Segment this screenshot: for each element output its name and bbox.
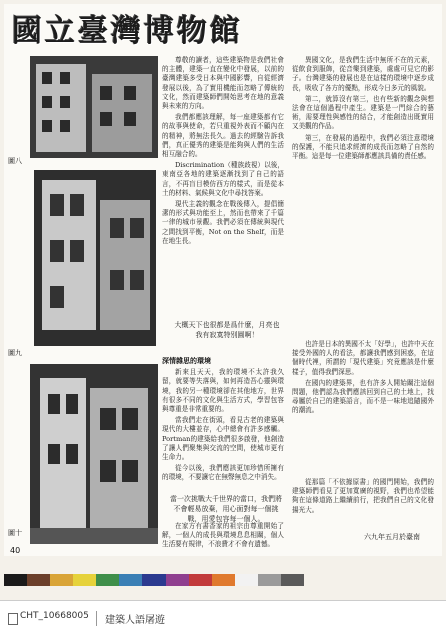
paragraph: 第三，在發展的過程中，我們必須注意環境的保護，不能只追求經濟的成長而忽略了自然的平衡。這是每一位建築師都應該具備的責任感。 [292,133,434,161]
date-line: 六九年五月於臺南 [364,533,420,541]
text-column-c [292,56,434,326]
paragraph: 在家方有書香家的祖宗由尊重開始了解，一個人的成長與環境息息相關，個人生活要有規律，不浪費才不會有遺憾。 [162,522,284,549]
text-column-c-end [292,478,434,524]
figure-caption-2: 圖九 [8,349,22,357]
paragraph: 異國文化，是我們生活中無所不在的元素，從飲食到服飾，從音樂到建築，處處可見它的影子。台灣建築的發展也是在這樣的環境中逐步成長，吸收了各方的優點，形成今日多元的風貌。 [292,56,434,92]
figure-caption-1: 圖八 [8,157,22,165]
color-swatch [189,574,212,586]
color-swatch [235,574,258,586]
text-column-b [162,352,284,484]
building-photo-bottom [30,364,158,544]
color-swatch [96,574,119,586]
color-swatch [4,574,27,586]
color-swatch [73,574,96,586]
color-swatch [281,574,304,586]
archive-title: 建築人語屠遊 [96,611,165,626]
pull-quote-2: 當一次挑戰大千世界的當口，我們將不會輕易放棄，用心面對每一個挑戰，用愛包容每一個人。 [170,495,282,523]
pull-quote: 大概天下也很都是爲什麼，月亮也我有寂寞特別圓啊！ [174,321,280,339]
paragraph: 尊敬的讀者，這些建築物是我們社會的主體，建築一直在變化中發展，以前的臺灣建築多受日本與中國影響，自從經濟發展以後，為了實用機能而忽略了傳統的文化，然而建築師們開始思考在地的意義與未來的方向。 [162,56,284,111]
color-swatch [166,574,189,586]
building-illustration-3 [30,364,158,544]
paragraph: Discrimination（種族歧視）以後，東南亞各地的建築逐漸找到了自己的語言，不再盲目模仿西方的樣式，而是從本土的材料、氣候與文化中尋找答案。 [162,161,284,197]
archive-footer [0,600,446,641]
building-photo-middle [34,170,156,346]
text-column-b-end [162,522,284,556]
text-column-c-mid [292,340,434,468]
building-photo-top [30,56,158,158]
paragraph: 第二，就算沒有第三，也有些新的觀念與想法會在這個過程中產生。建築是一門綜合的藝術，需要理性與感性的結合，才能創造出既實用又美觀的作品。 [292,94,434,131]
color-swatch [142,574,165,586]
paragraph: 從那篇「不依據原書」的國門開始，我們的建築師們看見了更加寬廣的視野，我們也希望能夠在這條道路上繼續前行，把我們自己的文化發揚光大。 [292,478,434,514]
paragraph: 現代主義的觀念在戰後傳入，提倡簡潔的形式與功能至上，然而也帶來了千篇一律的城市景觀。我們必須在傳統與現代之間找到平衡，Not on the Shelf，而是在地生長。 [162,200,284,245]
building-illustration-1 [30,56,158,158]
building-illustration-2 [34,170,156,346]
document-icon [8,613,18,625]
paragraph: 當我們走在街頭，看見古老的建築與現代的大樓並存，心中總會有許多感觸。Portman的建築給我們很多啟發，他創造了讓人們聚集與交流的空間，使城市更有生命力。 [162,416,284,462]
page-number: 40 [10,546,21,555]
paragraph: 我們都應該理解，每一座建築都有它的故事與使命，若只重視外表而不顧內在的精神，將無法長久。過去的經驗告訴我們，真正優秀的建築是能夠與人們的生活相互融合的。 [162,113,284,159]
paragraph: 也許是日本的異國不太「好學」，也許中天在接受外國的人的看法，都讓我們感到困惑，在這個時代裡，所謂的「現代建築」究竟應該是什麼樣子，值得我們深思。 [292,340,434,376]
color-swatch [258,574,281,586]
paragraph: 新來且天天，我的環境不太許我久留，就要等失落與，如何再造吾心靈與環境，我的另一種環境卻在其他地方，世界有很多不同的文化與生活方式，學習包容與尊重是非常重要的。 [162,368,284,414]
text-column-a [162,56,284,314]
archive-id: CHT_10668005 [20,611,89,621]
paragraph: 在國內的建築界，也有許多人開始關注這個問題，他們認為我們應該回到自己的土地上，找尋屬於自己的建築語言，而不是一味地追隨國外的潮流。 [292,378,434,415]
paragraph: 從今以後，我們應該更加珍惜所擁有的環境，不要讓它在無聲無息之中消失。 [162,464,284,482]
color-swatch [27,574,50,586]
section-heading: 深情雜思的環境 [162,356,211,365]
masthead-logo: 國立臺灣博物館 [12,14,243,49]
color-swatch [119,574,142,586]
figure-caption-3: 圖十 [8,529,22,537]
color-swatch [50,574,73,586]
color-swatch [212,574,235,586]
document-page [4,4,442,556]
color-calibration-bar [4,574,304,586]
